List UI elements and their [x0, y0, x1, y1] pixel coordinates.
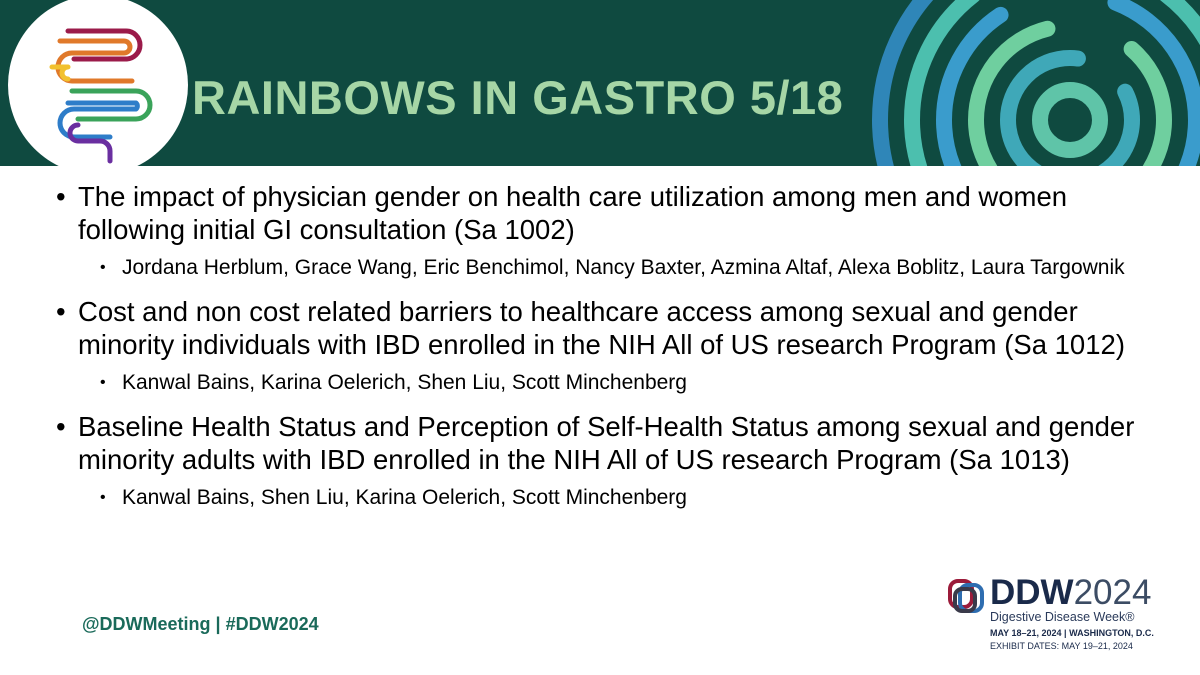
- bullet-marker: •: [100, 259, 106, 276]
- ddw-wordmark: [990, 575, 1151, 611]
- ddw-exhibit-dates: EXHIBIT DATES: MAY 19–21, 2024: [990, 641, 1133, 651]
- ddw-rings-icon: [946, 575, 990, 619]
- social-handle: @DDWMeeting | #DDW2024: [82, 614, 319, 634]
- rainbow-intestine-icon: [8, 0, 188, 175]
- logo-badge: [8, 0, 188, 175]
- slide-title: RAINBOWS IN GASTRO 5/18: [192, 71, 844, 124]
- bullet-item: [56, 180, 1146, 246]
- authors-text: Kanwal Bains, Shen Liu, Karina Oelerich, Scott Minchenberg: [122, 486, 687, 509]
- bullet-marker: •: [100, 489, 106, 506]
- fingerprint-icon: [840, 0, 1200, 166]
- ddw-word: DDW: [990, 573, 1074, 612]
- slide-body: [56, 180, 1146, 525]
- bullet-marker: •: [56, 181, 66, 212]
- bullet-text: The impact of physician gender on health care utilization among men and women following initial GI consultation (Sa 1002): [78, 181, 1068, 245]
- sub-bullet-item: [56, 485, 1146, 511]
- sub-bullet-item: [56, 370, 1146, 396]
- bullet-text: Cost and non cost related barriers to healthcare access among sexual and gender minority individuals with IBD enrolled in the NIH All of US research Program (Sa 1012): [78, 296, 1125, 360]
- ddw-dates: MAY 18–21, 2024 | WASHINGTON, D.C.: [990, 628, 1154, 638]
- bullet-marker: •: [100, 374, 106, 391]
- authors-text: Jordana Herblum, Grace Wang, Eric Benchimol, Nancy Baxter, Azmina Altaf, Alexa Boblitz, Laura Targownik: [122, 256, 1125, 279]
- sub-bullet-item: [56, 255, 1146, 281]
- authors-text: Kanwal Bains, Karina Oelerich, Shen Liu, Scott Minchenberg: [122, 371, 687, 394]
- bullet-item: [56, 410, 1146, 476]
- bullet-item: [56, 295, 1146, 361]
- bullet-text: Baseline Health Status and Perception of Self-Health Status among sexual and gender minority adults with IBD enrolled in the NIH All of US research Program (Sa 1013): [78, 411, 1135, 475]
- bullet-marker: •: [56, 411, 66, 442]
- ddw-subtitle: Digestive Disease Week®: [990, 610, 1135, 624]
- bullet-marker: •: [56, 296, 66, 327]
- ddw-logo: [946, 573, 1186, 653]
- ddw-year: 2024: [1073, 573, 1152, 612]
